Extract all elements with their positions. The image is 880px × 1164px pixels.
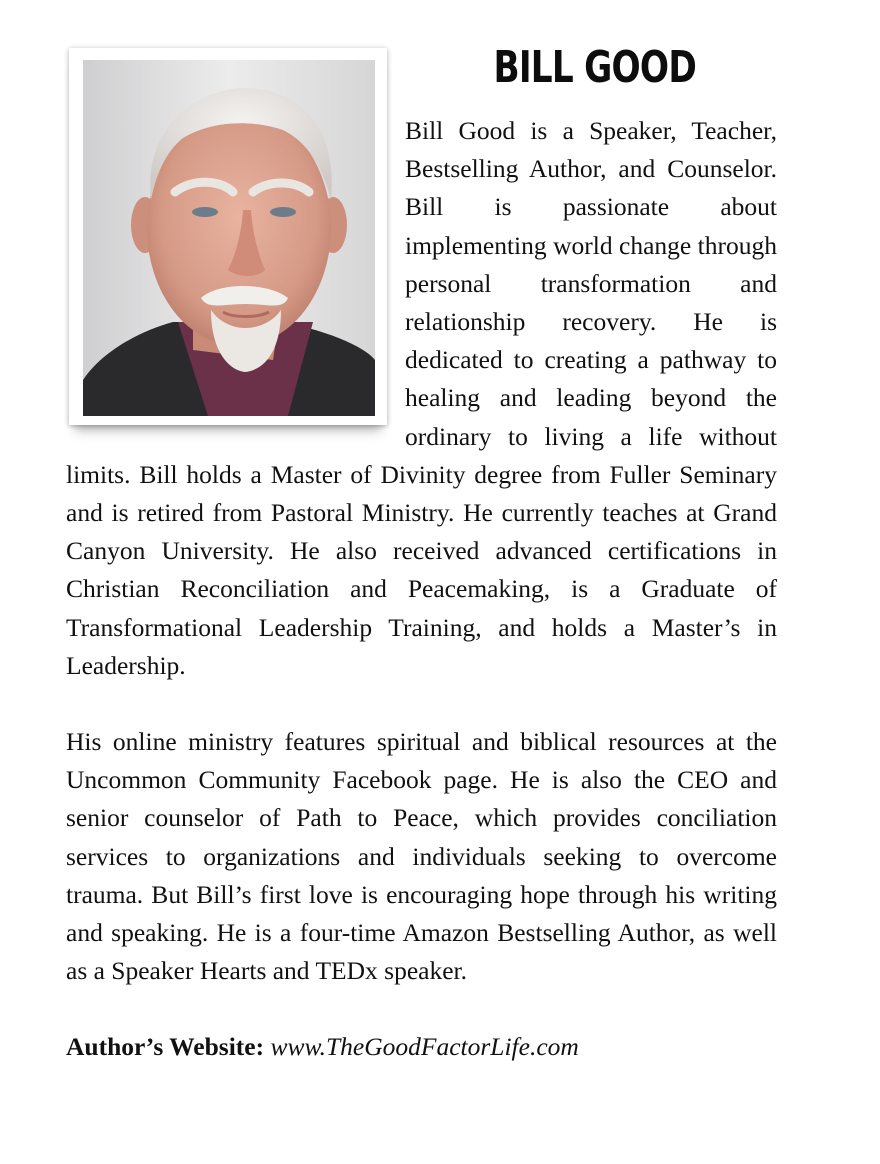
author-name-heading: BILL GOOD — [493, 42, 697, 93]
bio-paragraph-2: His online ministry features spiritual and biblical resources at the Uncommon Community Facebook page. He is also the CEO and senior counselor of Path to Peace, which provides conciliation services to organizations and individuals seeking to overcome trauma. But Bill’s first love is encouraging hope through his writing and speaking. He is a four-time Amazon Bestselling Author, as well as a Speaker Hearts and TEDx speaker. — [66, 727, 777, 986]
website-link[interactable]: www.TheGoodFactorLife.com — [270, 1032, 579, 1062]
author-bio-page — [66, 40, 777, 1066]
bio-paragraph-1: Bill Good is a Speaker, Teacher, Bestselling Author, and Counselor. Bill is passionate about implementing world change through personal transformation and relationship recovery. He is dedicated to creating a pathway to healing and leading beyond the ordinary to living a life without limits. Bill holds a Master of Divinity degree from Fuller Seminary and is retired from Pastoral Ministry. He currently teaches at Grand Canyon University. He also received advanced certifications in Christian Reconciliation and Peacemaking, is a Graduate of Transformational Leadership Training, and holds a Master’s in Leadership. — [66, 116, 777, 680]
author-photo-frame — [69, 48, 387, 425]
author-photo — [83, 60, 375, 416]
author-website-line — [66, 1028, 777, 1066]
website-label: Author’s Website: — [66, 1032, 265, 1062]
